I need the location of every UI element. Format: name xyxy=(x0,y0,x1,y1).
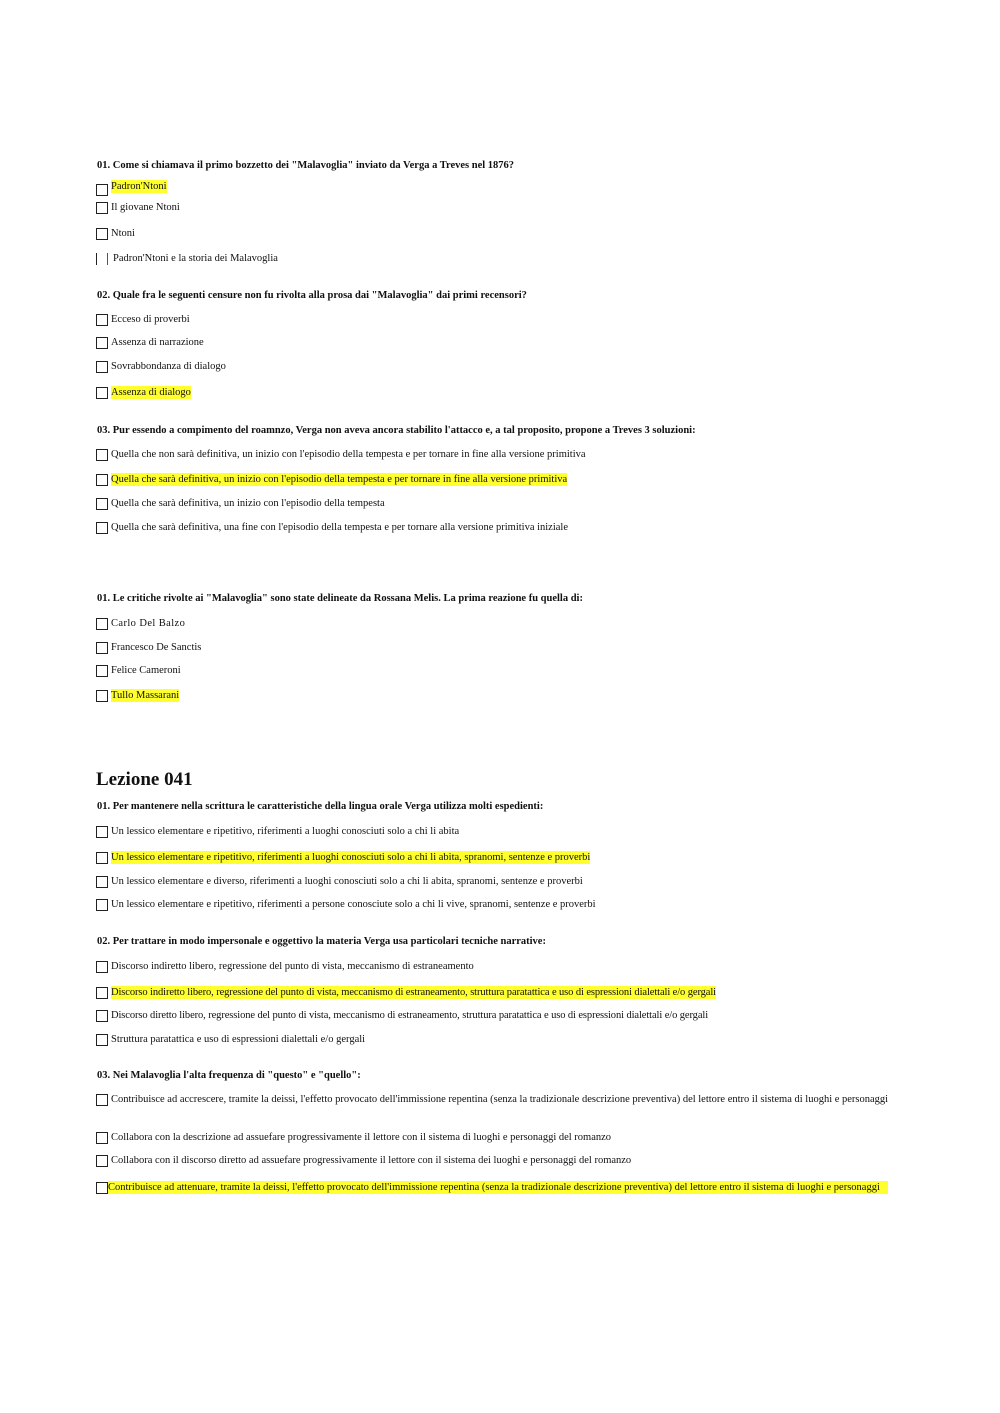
question-3-3: 03. Nei Malavoglia l'alta frequenza di "questo" e "quello": xyxy=(97,1070,361,1081)
question-1-1: 01. Come si chiamava il primo bozzetto dei "Malavoglia" inviato da Verga a Treves nel 1876? xyxy=(97,160,515,171)
checkbox[interactable] xyxy=(96,826,108,838)
option-1-3-a[interactable]: Quella che non sarà definitiva, un inizio con l'episodio della tempesta e per tornare in fine alla versione primitiva xyxy=(96,448,586,461)
checkbox[interactable] xyxy=(96,314,108,326)
option-1-2-c[interactable]: Sovrabbondanza di dialogo xyxy=(96,360,226,373)
checkbox[interactable] xyxy=(96,987,108,999)
option-1-2-d[interactable]: Assenza di dialogo xyxy=(96,386,191,399)
option-3-3-b[interactable]: Collabora con la descrizione ad assuefare progressivamente il lettore con il sistema di luoghi e personaggi del romanzo xyxy=(96,1131,611,1144)
option-3-2-c[interactable]: Discorso diretto libero, regressione del punto di vista, meccanismo di estraneamento, struttura paratattica e uso di espressioni dialettali e/o gergali xyxy=(96,1009,708,1022)
checkbox[interactable] xyxy=(96,449,108,461)
checkbox[interactable] xyxy=(96,387,108,399)
checkbox[interactable] xyxy=(96,202,108,214)
option-3-2-b[interactable]: Discorso indiretto libero, regressione del punto di vista, meccanismo di estraneamento, struttura paratattica e uso di espressioni dialettali e/o gergali xyxy=(96,986,716,999)
option-3-3-d[interactable]: Contribuisce ad attenuare, tramite la deissi, l'effetto provocato dell'immissione repentina (senza la tradizionale descrizione preventiva) del lettore entro il sistema di luoghi e personaggi xyxy=(96,1181,888,1194)
checkbox[interactable] xyxy=(96,1182,108,1194)
option-2-1-b[interactable]: Francesco De Sanctis xyxy=(96,641,201,654)
option-3-3-c[interactable]: Collabora con il discorso diretto ad assuefare progressivamente il lettore con il sistema dei luoghi e personaggi del romanzo xyxy=(96,1154,631,1167)
option-1-1-d[interactable]: Padron'Ntoni e la storia dei Malavoglia xyxy=(96,252,278,265)
checkbox[interactable] xyxy=(96,522,108,534)
question-3-2: 02. Per trattare in modo impersonale e oggettivo la materia Verga usa particolari tecniche narrative: xyxy=(97,936,546,947)
checkbox[interactable] xyxy=(96,474,108,486)
checkbox[interactable] xyxy=(96,1010,108,1022)
checkbox[interactable] xyxy=(96,665,108,677)
question-2-1: 01. Le critiche rivolte ai "Malavoglia" sono state delineate da Rossana Melis. La prima reazione fu quella di: xyxy=(97,593,583,604)
option-1-3-c[interactable]: Quella che sarà definitiva, un inizio con l'episodio della tempesta xyxy=(96,497,385,510)
checkbox[interactable] xyxy=(96,690,108,702)
option-3-1-d[interactable]: Un lessico elementare e ripetitivo, riferimenti a persone conosciute solo a chi li vive, spranomi, sentenze e proverbi xyxy=(96,898,596,911)
option-3-2-d[interactable]: Struttura paratattica e uso di espressioni dialettali e/o gergali xyxy=(96,1033,365,1046)
option-1-1-c[interactable]: Ntoni xyxy=(96,227,135,240)
checkbox[interactable] xyxy=(96,228,108,240)
option-1-1-a[interactable]: Padron'Ntoni xyxy=(96,180,167,196)
question-1-2: 02. Quale fra le seguenti censure non fu rivolta alla prosa dai "Malavoglia" dai primi recensori? xyxy=(97,290,527,301)
option-3-1-c[interactable]: Un lessico elementare e diverso, riferimenti a luoghi conosciuti solo a chi li abita, spranomi, sentenze e proverbi xyxy=(96,875,583,888)
question-3-1: 01. Per mantenere nella scrittura le caratteristiche della lingua orale Verga utilizza molti espedienti: xyxy=(97,801,544,812)
checkbox[interactable] xyxy=(96,361,108,373)
checkbox[interactable] xyxy=(96,253,104,265)
checkbox[interactable] xyxy=(96,876,108,888)
checkbox[interactable] xyxy=(96,1132,108,1144)
checkbox[interactable] xyxy=(96,642,108,654)
checkbox[interactable] xyxy=(96,1034,108,1046)
checkbox[interactable] xyxy=(96,618,108,630)
lesson-title: Lezione 041 xyxy=(96,769,193,790)
checkbox[interactable] xyxy=(96,1094,108,1106)
option-1-3-d[interactable]: Quella che sarà definitiva, una fine con l'episodio della tempesta e per tornare alla versione primitiva iniziale xyxy=(96,521,568,534)
question-1-3: 03. Pur essendo a compimento del roamnzo, Verga non aveva ancora stabilito l'attacco e, a tal proposito, propone a Treves 3 soluzioni: xyxy=(97,425,696,436)
checkbox[interactable] xyxy=(96,184,108,196)
option-3-2-a[interactable]: Discorso indiretto libero, regressione del punto di vista, meccanismo di estraneamento xyxy=(96,960,474,973)
option-1-3-b[interactable]: Quella che sarà definitiva, un inizio con l'episodio della tempesta e per tornare in fine alla versione primitiva xyxy=(96,473,567,486)
option-1-2-b[interactable]: Assenza di narrazione xyxy=(96,336,204,349)
option-1-2-a[interactable]: Ecceso di proverbi xyxy=(96,313,190,326)
option-2-1-d[interactable]: Tullo Massarani xyxy=(96,689,179,702)
option-2-1-c[interactable]: Felice Cameroni xyxy=(96,664,181,677)
checkbox[interactable] xyxy=(96,899,108,911)
option-3-1-b[interactable]: Un lessico elementare e ripetitivo, riferimenti a luoghi conosciuti solo a chi li abita, spranomi, sentenze e proverbi xyxy=(96,851,590,864)
checkbox[interactable] xyxy=(96,852,108,864)
checkbox[interactable] xyxy=(96,498,108,510)
checkbox[interactable] xyxy=(96,337,108,349)
checkbox[interactable] xyxy=(96,1155,108,1167)
option-3-1-a[interactable]: Un lessico elementare e ripetitivo, riferimenti a luoghi conosciuti solo a chi li abita xyxy=(96,825,459,838)
option-2-1-a[interactable]: Carlo Del Balzo xyxy=(96,617,185,630)
option-1-1-b[interactable]: Il giovane Ntoni xyxy=(96,201,180,214)
checkbox[interactable] xyxy=(96,961,108,973)
option-3-3-a[interactable]: Contribuisce ad accrescere, tramite la deissi, l'effetto provocato dell'immissione repentina (senza la tradizionale descrizione preventiva) del lettore entro il sistema di luoghi e personaggi xyxy=(96,1093,893,1106)
